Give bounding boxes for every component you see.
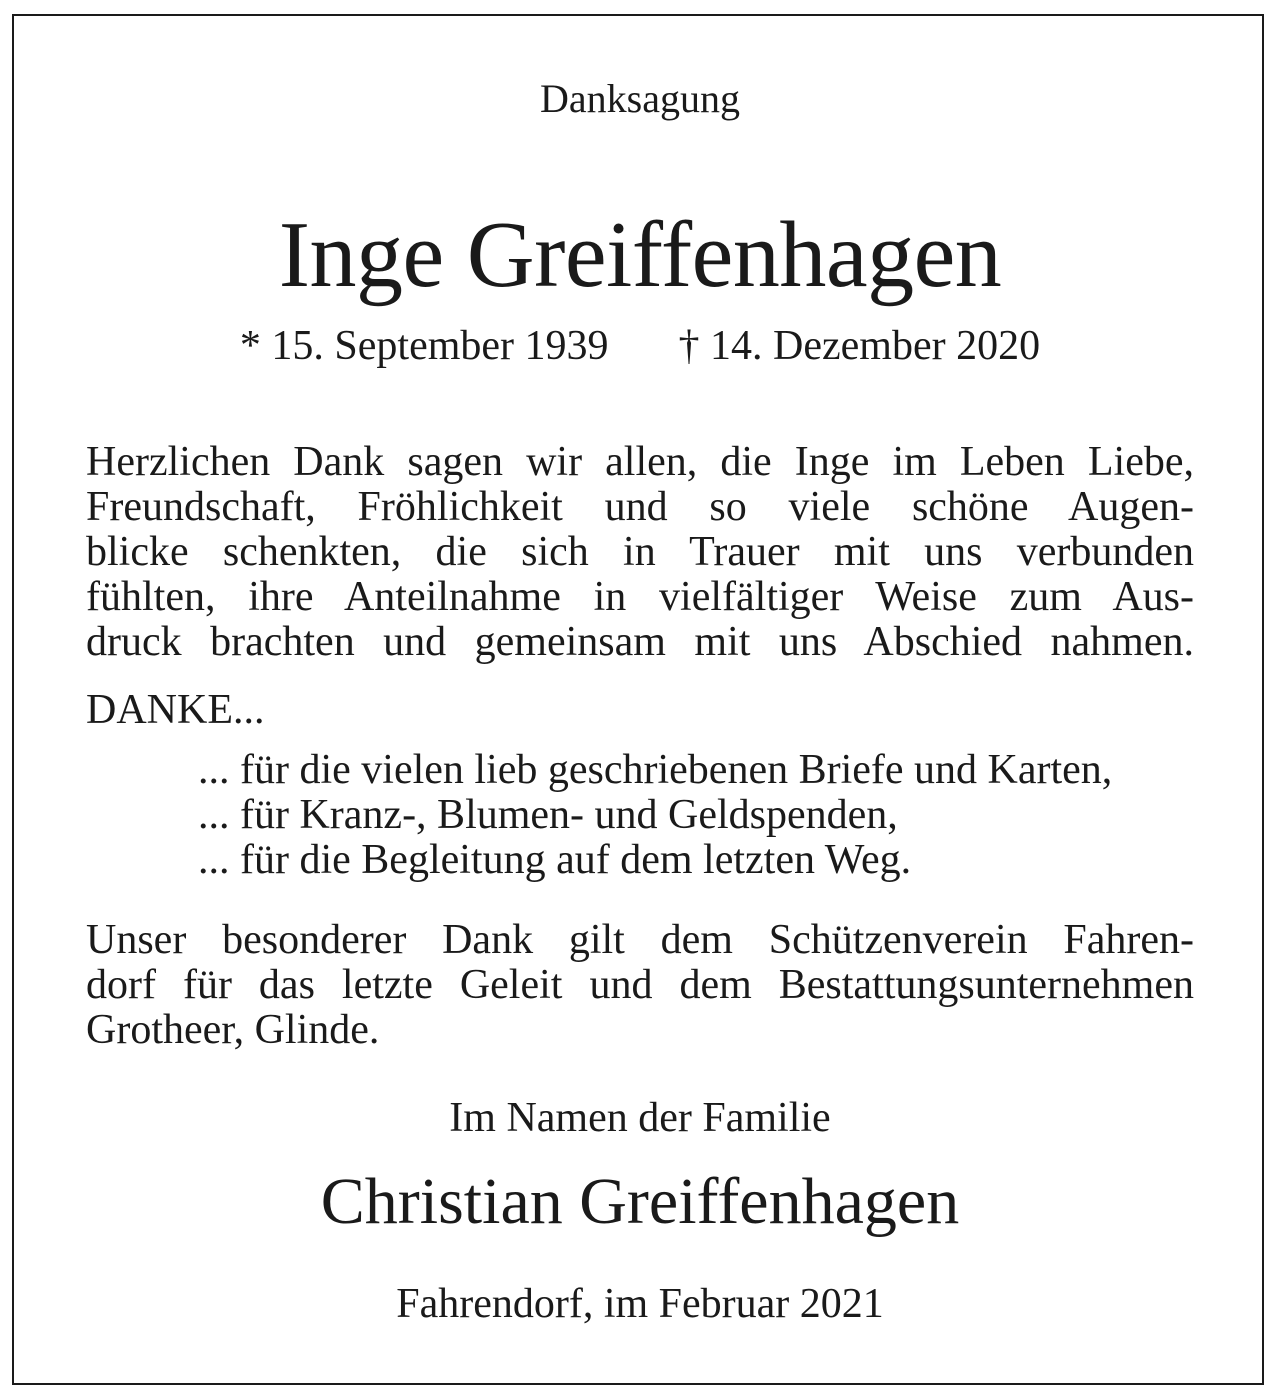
list-item: ... für die vielen lieb geschriebenen Briefe und Karten, <box>198 747 1113 793</box>
paragraph-line: Grotheer, Glinde. <box>86 1007 380 1053</box>
special-thanks-paragraph <box>86 918 1194 1053</box>
deceased-name: Inge Greiffenhagen <box>278 203 1002 307</box>
paragraph-line: Herzlichen Dank sagen wir allen, die Inge im Leben Liebe, <box>86 439 1194 485</box>
list-item: ... für die Begleitung auf dem letzten Weg. <box>198 837 912 883</box>
list-item: ... für Kranz-, Blumen- und Geldspenden, <box>198 792 898 838</box>
closing-line: Im Namen der Familie <box>449 1095 831 1141</box>
thanks-list <box>198 748 1112 883</box>
notice-heading: Danksagung <box>540 76 740 121</box>
paragraph-line: fühlten, ihre Anteilnahme in vielfältiger Weise zum Aus- <box>86 574 1194 620</box>
thanks-paragraph <box>86 440 1194 665</box>
life-dates <box>0 320 1280 372</box>
place-date: Fahrendorf, im Februar 2021 <box>396 1281 884 1327</box>
danke-heading: DANKE... <box>86 687 265 733</box>
paragraph-line: druck brachten und gemeinsam mit uns Abschied nahmen. <box>86 619 1194 665</box>
birth-date: * 15. September 1939 <box>239 323 609 369</box>
signer-name: Christian Greiffenhagen <box>320 1165 960 1238</box>
paragraph-line: Freundschaft, Fröhlichkeit und so viele schöne Augen- <box>86 484 1194 530</box>
paragraph-line: dorf für das letzte Geleit und dem Bestattungsunternehmen <box>86 962 1194 1008</box>
paragraph-line: blicke schenkten, die sich in Trauer mit uns verbunden <box>86 529 1194 575</box>
death-date: † 14. Dezember 2020 <box>678 323 1041 369</box>
paragraph-line: Unser besonderer Dank gilt dem Schützenverein Fahren- <box>86 917 1194 963</box>
